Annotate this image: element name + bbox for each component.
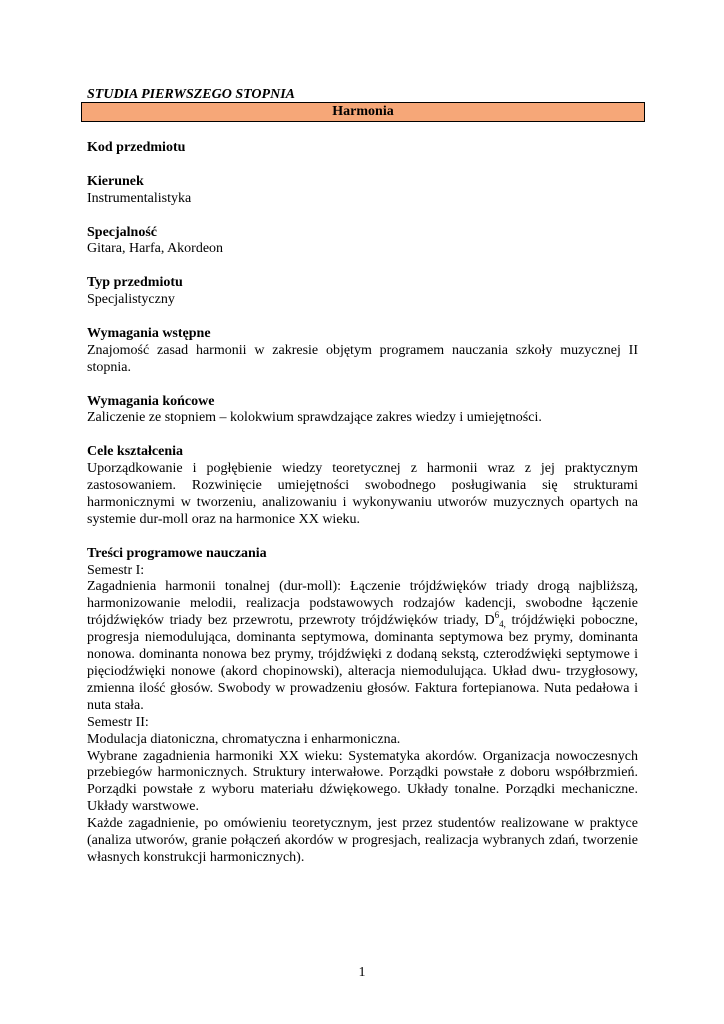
document-body bbox=[87, 140, 638, 884]
section-value: Uporządkowanie i pogłębienie wiedzy teoretycznej z harmonii wraz z jej praktycznym zastosowaniem. Rozwinięcie umiejętności swobodnego posługiwania się strukturami harmonicznymi w tworzeniu, analizowaniu i wykonywaniu utworów muzycznych opartych na systemie dur-moll oraz na harmonice XX wieku. bbox=[87, 461, 638, 527]
section-heading: Cele kształcenia bbox=[87, 444, 184, 460]
section-value: Znajomość zasad harmonii w zakresie objętym programem nauczania szkoły muzycznej II stopnia. bbox=[87, 342, 638, 375]
section-kod-przedmiotu bbox=[87, 140, 638, 157]
chord-superscript: 6 bbox=[494, 610, 500, 621]
chord-subscript: 4, bbox=[499, 619, 506, 630]
section-value: Instrumentalistyka bbox=[87, 190, 192, 206]
section-heading: Wymagania wstępne bbox=[87, 325, 211, 341]
section-value: Gitara, Harfa, Akordeon bbox=[87, 241, 224, 257]
section-heading: Kierunek bbox=[87, 173, 144, 189]
section-heading: Kod przedmiotu bbox=[87, 140, 186, 155]
section-value: Zaliczenie ze stopniem – kolokwium sprawdzające zakres wiedzy i umiejętności. bbox=[87, 410, 542, 426]
section-kierunek bbox=[87, 174, 638, 208]
section-wymagania-wstepne bbox=[87, 326, 638, 377]
section-tresci-programowe bbox=[87, 546, 638, 867]
semester-2-line-2: Wybrane zagadnienia harmoniki XX wieku: Systematyka akordów. Organizacja nowoczesnych przebiegów harmonicznych. Struktury interwałowe. Porządki powstałe z doboru współbrzmień. Porządki powstałe z wyboru materiału dźwiękowego. Układy tonalne. Porządki mechaniczne. Układy warstwowe. bbox=[87, 748, 638, 815]
study-level-heading: STUDIA PIERWSZEGO STOPNIA bbox=[87, 87, 295, 102]
section-heading: Specjalność bbox=[87, 224, 157, 240]
semester-1-content bbox=[87, 579, 638, 714]
semester-1-text-a: Zagadnienia harmonii tonalnej (dur-moll): Łączenie trójdźwięków triady drogą najbliższą, harmonizowanie melodii, realizacja podstawowych rodzajów kadencji, swobodne łączenie trójdźwięków triady bez przewrotu, przewroty trójdźwięków triady, D bbox=[87, 579, 638, 629]
semester-1-text-b: trójdźwięki poboczne, progresja niemodulująca, dominanta septymowa, dominanta septymowa bez prymy, dominanta nonowa. dominanta nonowa bez prymy, trójdźwięki z dodaną sekstą, czterodźwięki septymowe i pięciodźwięki nonowe (akord chopinowski), alteracja niemodulująca. Układ dwu- trzygłosowy, zmienna ilość głosów. Swobody w prowadzeniu głosów. Faktura fortepianowa. Nuta pedałowa i nuta stała. bbox=[87, 613, 638, 713]
semester-2-line-3: Każde zagadnienie, po omówieniu teoretycznym, jest przez studentów realizowane w praktyce (analiza utworów, granie połączeń akordów w progresjach, realizacja wybranych zdań, tworzenie własnych konstrukcji harmonicznych). bbox=[87, 816, 638, 865]
semester-2-label: Semestr II: bbox=[87, 714, 149, 730]
section-heading: Wymagania końcowe bbox=[87, 393, 215, 409]
section-cele-ksztalcenia bbox=[87, 444, 638, 529]
section-typ-przedmiotu bbox=[87, 275, 638, 309]
section-specjalnosc bbox=[87, 225, 638, 259]
subject-title-bar: Harmonia bbox=[81, 102, 645, 122]
page-number: 1 bbox=[358, 965, 366, 980]
section-heading: Typ przedmiotu bbox=[87, 275, 183, 291]
semester-2-line-1: Modulacja diatoniczna, chromatyczna i enharmoniczna. bbox=[87, 731, 401, 747]
section-heading: Treści programowe nauczania bbox=[87, 545, 267, 561]
semester-1-label: Semestr I: bbox=[87, 562, 145, 578]
section-value: Specjalistyczny bbox=[87, 292, 175, 308]
section-wymagania-koncowe bbox=[87, 394, 638, 428]
